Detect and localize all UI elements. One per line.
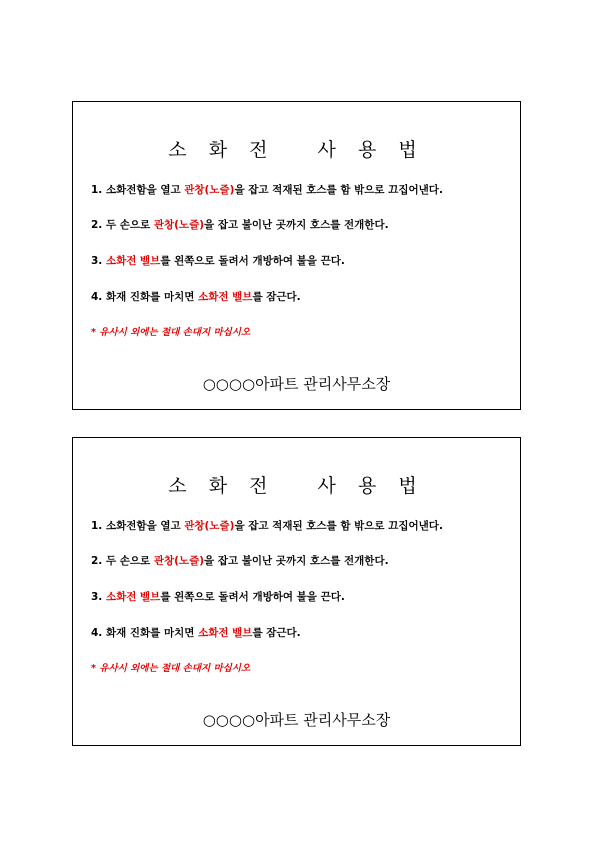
warning-note: * 유사시 외에는 절대 손대지 마십시오 (91, 663, 251, 674)
step-text: 소화전함을 열고 (105, 184, 185, 196)
step-3 (91, 589, 345, 604)
step-2 (91, 553, 389, 568)
step-1 (91, 518, 443, 533)
step-text: 을 잡고 적재된 호스를 함 밖으로 끄집어낸다. (234, 184, 443, 196)
step-text: 를 왼쪽으로 돌려서 개방하여 불을 끈다. (160, 255, 345, 267)
notice-card-top (72, 101, 521, 410)
step-1 (91, 182, 443, 197)
step-text: 를 잠근다. (252, 627, 301, 639)
step-highlight: 소화전 밸브 (105, 591, 161, 603)
step-number: 4. (91, 627, 103, 639)
step-text: 을 잡고 불이난 곳까지 호스를 전개한다. (204, 219, 389, 231)
step-text: 두 손으로 (105, 555, 154, 567)
step-text: 소화전함을 열고 (105, 520, 185, 532)
step-highlight: 관창(노즐) (184, 184, 235, 196)
step-text: 를 잠근다. (252, 291, 301, 303)
step-text: 을 잡고 적재된 호스를 함 밖으로 끄집어낸다. (234, 520, 443, 532)
step-4 (91, 625, 301, 640)
step-highlight: 소화전 밸브 (198, 627, 253, 639)
step-text: 을 잡고 불이난 곳까지 호스를 전개한다. (204, 555, 389, 567)
step-highlight: 관창(노즐) (153, 555, 205, 567)
step-highlight: 관창(노즐) (184, 520, 235, 532)
office-signature: ○○○○아파트 관리사무소장 (202, 711, 391, 729)
step-text: 를 왼쪽으로 돌려서 개방하여 불을 끈다. (160, 591, 345, 603)
step-number: 1. (91, 520, 103, 532)
step-3 (91, 253, 345, 268)
step-4 (91, 289, 301, 304)
step-number: 4. (91, 291, 103, 303)
step-number: 2. (91, 555, 103, 567)
office-signature: ○○○○아파트 관리사무소장 (202, 375, 391, 393)
notice-card-bottom (72, 437, 521, 746)
step-2 (91, 217, 389, 232)
step-highlight: 소화전 밸브 (105, 255, 161, 267)
notice-title: 소 화 전 사 용 법 (168, 139, 425, 161)
step-number: 3. (91, 591, 103, 603)
notice-title: 소 화 전 사 용 법 (168, 475, 425, 497)
step-highlight: 소화전 밸브 (198, 291, 253, 303)
warning-note: * 유사시 외에는 절대 손대지 마십시오 (91, 327, 251, 338)
step-highlight: 관창(노즐) (153, 219, 205, 231)
step-number: 2. (91, 219, 103, 231)
step-text: 화재 진화를 마치면 (105, 291, 199, 303)
step-text: 두 손으로 (105, 219, 154, 231)
step-number: 3. (91, 255, 103, 267)
step-number: 1. (91, 184, 103, 196)
step-text: 화재 진화를 마치면 (105, 627, 199, 639)
